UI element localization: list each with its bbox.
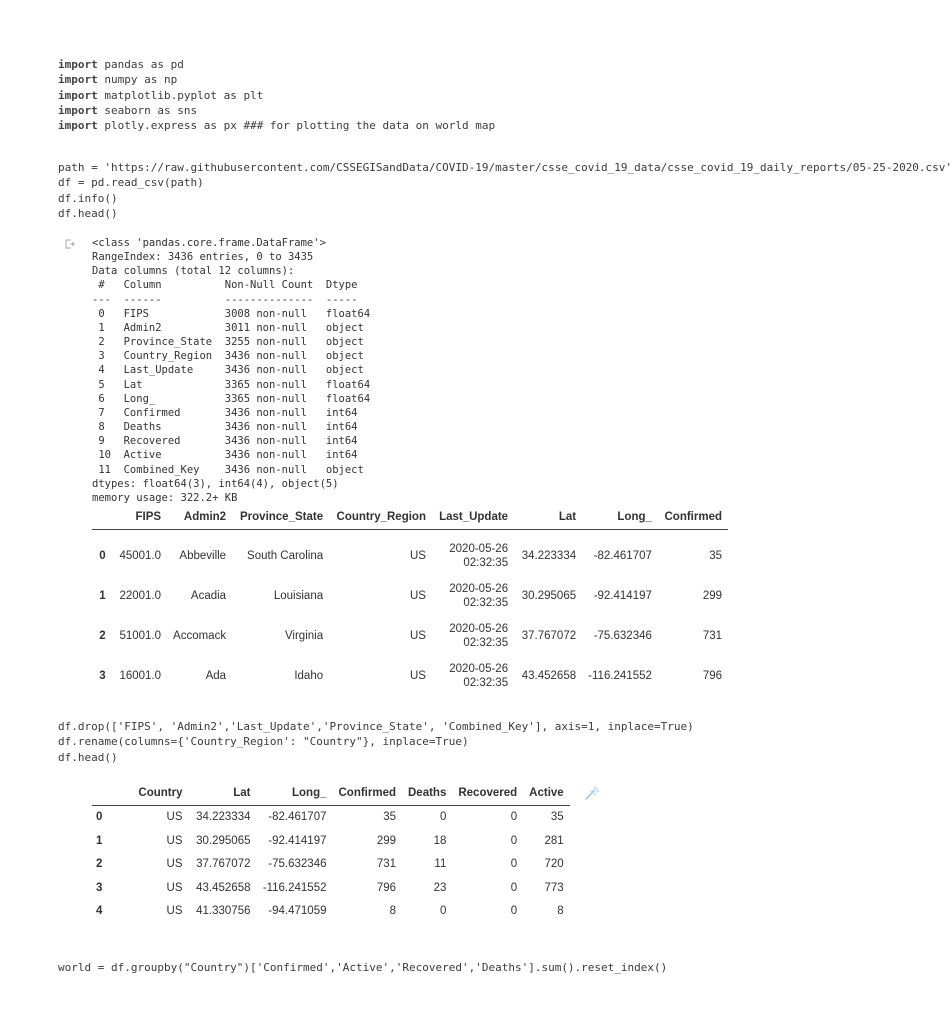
table-cell: -82.461707 [593,550,652,562]
table-cell: US [410,630,426,642]
table-cell: 0 [510,811,518,824]
table-row [92,805,570,829]
table-cell: 720 [544,858,564,871]
df-head-output-wide [92,505,728,705]
table-cell: -75.632346 [268,858,327,871]
table-cell: US [166,811,183,824]
column-header: Admin2 [183,511,227,523]
table-cell: Louisiana [273,590,324,602]
table-cell: 731 [702,630,722,642]
output-arrow-icon[interactable] [65,239,75,249]
table-cell: Acadia [190,590,227,602]
code-line: import matplotlib.pyplot as plt [58,88,264,102]
column-header: Province_State [240,511,324,523]
table-row [92,656,728,696]
row-index: 3 [96,881,103,894]
df-info-output: <class 'pandas.core.frame.DataFrame'> RangeIndex: 3436 entries, 0 to 3435 Data columns (total 12 columns): # Column Non-Null Count Dtype --- ------ -------------- ----- 0 FIPS 3008 non-null float64 1 Admin2 3011 non-null object 2 Province_State 3255 non-null object 3 Country_Region 3436 non-null object 4 Last_Update 3436 non-null object 5 Lat 3365 non-null float64 6 Long_ 3365 non-null float64 7 Confirmed 3436 non-null int64 8 Deaths 3436 non-null int64 9 Recovered 3436 non-null int64 10 Active 3436 non-null int64 11 Combined_Key 3436 non-null object dtypes: float64(3), int64(4), object(5) memory usage: 322.2+ KB [92,237,371,504]
column-header: Last_Update [439,511,509,523]
table-row [92,536,728,576]
table-cell: 2020-05-26 02:32:35 [449,623,509,649]
table-cell: 43.452658 [196,881,251,894]
table-row [92,876,570,900]
table-cell: 43.452658 [521,670,577,682]
row-index: 0 [99,550,106,562]
table-cell: 35 [709,550,722,562]
code-line: import numpy as np [58,73,178,87]
table-row [92,829,570,853]
table-cell: 35 [383,811,396,824]
table-cell: 2020-05-26 02:32:35 [449,583,509,609]
code-cell-imports[interactable] [58,57,495,133]
table-cell: US [166,858,183,871]
table-cell: 16001.0 [119,670,162,682]
table-cell: 8 [557,905,564,918]
table-cell: 30.295065 [521,590,577,602]
table-cell: Abbeville [179,550,227,562]
table-cell: Ada [205,670,227,682]
table-row [92,576,728,616]
code-line: df.head() [58,206,118,220]
table-cell: 22001.0 [119,590,162,602]
row-index: 3 [99,670,106,682]
table-cell: -116.241552 [588,670,652,682]
table-cell: 23 [433,881,447,894]
table-cell: US [166,834,183,847]
column-header: Active [529,786,564,799]
table-cell: 2020-05-26 02:32:35 [449,543,509,569]
row-index: 4 [96,905,103,918]
column-header: Deaths [408,786,447,799]
code-line: df.rename(columns={'Country_Region': "Country"}, inplace=True) [58,735,469,749]
table-cell: 2020-05-26 02:32:35 [449,663,509,689]
code-cell-groupby[interactable] [58,960,667,975]
table-cell: 18 [433,834,447,847]
table-header-row [92,781,570,805]
table-cell: Virginia [284,630,324,642]
table-cell: 796 [376,881,396,894]
row-index: 2 [96,858,103,871]
code-line: import plotly.express as px ### for plotting the data on world map [58,119,496,133]
table-cell: 0 [439,811,447,824]
dataframe-table [92,505,728,696]
column-header: Recovered [458,786,518,799]
table-cell: US [166,881,183,894]
table-cell: 11 [434,858,447,871]
table-cell: 51001.0 [119,630,162,642]
column-header [92,505,112,530]
table-cell: 35 [550,811,564,824]
table-cell: 34.223334 [521,550,577,562]
code-line: world = df.groupby("Country")['Confirmed','Active','Recovered','Deaths'].sum().reset_index() [58,961,668,974]
table-header-row [92,505,728,530]
table-cell: -82.461707 [268,811,327,824]
table-cell: -116.241552 [262,881,327,894]
table-cell: 41.330756 [196,905,251,918]
table-cell: -92.414197 [268,834,327,847]
row-index: 1 [99,590,106,602]
column-header: FIPS [135,511,162,523]
column-header: Country_Region [336,511,426,523]
table-cell: 299 [376,834,396,847]
column-header: Lat [558,511,577,523]
table-cell: 37.767072 [196,858,251,871]
table-cell: 731 [376,858,396,871]
code-line: df.drop(['FIPS', 'Admin2','Last_Update','Province_State', 'Combined_Key'], axis=1, inplace=True) [58,720,694,733]
table-cell: 0 [439,905,447,918]
table-cell: 45001.0 [119,550,162,562]
table-cell: 0 [510,881,518,894]
code-cell-drop-rename[interactable] [58,719,694,765]
magic-wand-icon[interactable] [583,784,601,802]
table-cell: 796 [702,670,722,682]
code-line: df.head() [58,750,118,764]
table-cell: -75.632346 [593,630,652,642]
code-line: import seaborn as sns [58,103,198,117]
table-cell: 0 [510,905,518,918]
code-line: df = pd.read_csv(path) [58,176,204,190]
table-row [92,900,570,924]
df-head-output [92,781,570,923]
table-cell: -94.471059 [268,905,327,918]
table-cell: -92.414197 [593,590,652,602]
code-line: path = 'https://raw.githubusercontent.com/CSSEGISandData/COVID-19/master/csse_covid_19_data/csse_covid_19_daily_reports/05-25-2020.csv' [58,161,952,174]
column-header: Country [138,786,183,799]
dataframe-table [92,781,570,923]
table-cell: 0 [510,858,518,871]
table-cell: US [410,590,426,602]
table-cell: US [410,550,426,562]
table-cell: 30.295065 [196,834,251,847]
table-row [92,853,570,877]
column-header: Lat [233,786,251,799]
code-line: import pandas as pd [58,58,184,71]
table-cell: US [410,670,426,682]
column-header: Confirmed [664,511,722,523]
table-cell: US [166,905,183,918]
column-header: Long_ [617,511,652,523]
table-cell: 281 [544,834,564,847]
table-cell: Accomack [173,630,227,642]
column-header: Long_ [292,786,327,799]
table-cell: 773 [544,881,564,894]
table-cell: 0 [510,834,518,847]
table-cell: South Carolina [247,550,324,562]
column-header [92,781,132,805]
table-cell: 8 [389,905,396,918]
table-cell: Idaho [294,670,324,682]
row-index: 2 [99,630,106,642]
code-line: df.info() [58,191,118,205]
column-header: Confirmed [338,786,396,799]
table-cell: 37.767072 [521,630,577,642]
code-cell-read-csv[interactable] [58,160,952,221]
table-cell: 299 [702,590,722,602]
table-cell: 34.223334 [196,811,251,824]
row-index: 0 [96,811,103,824]
row-index: 1 [96,834,103,847]
table-row [92,616,728,656]
